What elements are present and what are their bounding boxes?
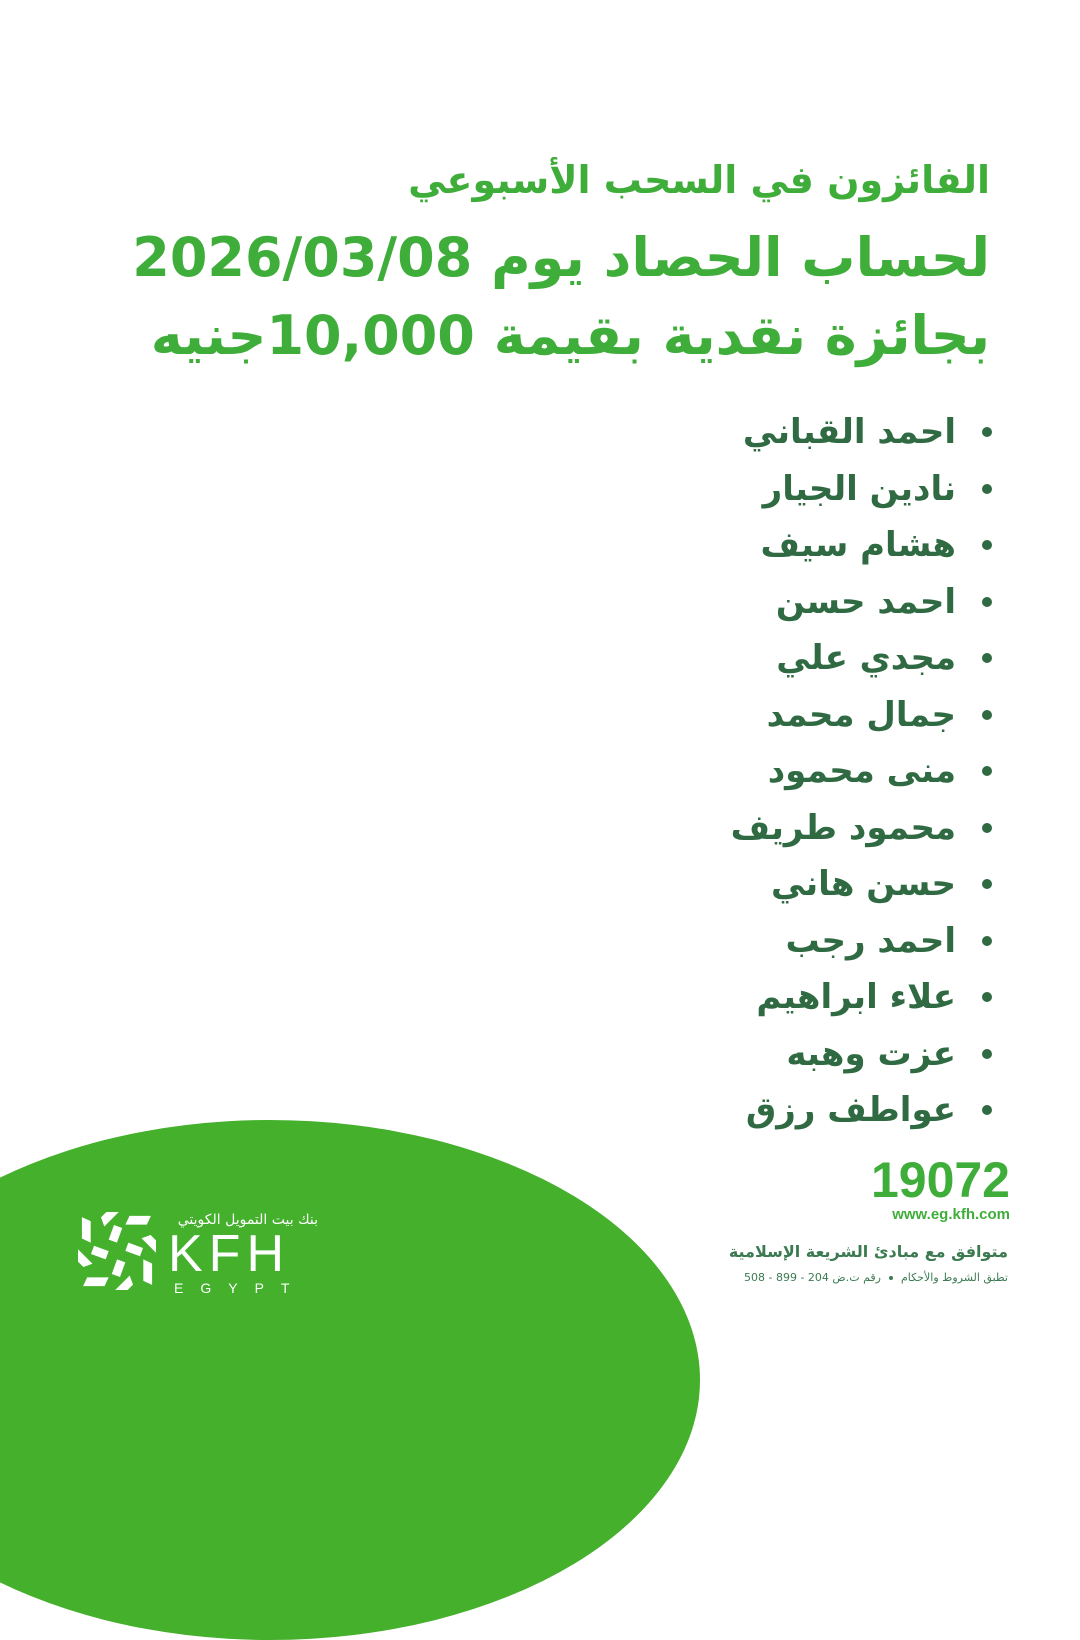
winner-name: هشام سيف (760, 525, 956, 565)
prize-prefix: بجائزة نقدية بقيمة (493, 304, 990, 367)
winner-name: منى محمود (767, 751, 956, 791)
headline-account-date: لحساب الحصاد يوم 2026/03/08 (132, 226, 990, 289)
winner-name: حسن هاني (770, 864, 956, 904)
winner-name: احمد حسن (775, 581, 956, 622)
winner-item (731, 913, 992, 970)
bullet-icon (982, 653, 992, 663)
sharia-compliance-text: متوافق مع مبادئ الشريعة الإسلامية (728, 1242, 1008, 1261)
winners-list (731, 404, 992, 1139)
bullet-icon (982, 936, 992, 946)
winner-name: احمد رجب (785, 920, 956, 961)
terms-text: تطبق الشروط والأحكام (900, 1271, 1008, 1284)
bullet-icon (982, 540, 992, 550)
winner-item (731, 856, 992, 913)
winner-item (731, 630, 992, 687)
hotline-number: 19072 (870, 1152, 1010, 1208)
bullet-icon (982, 597, 992, 607)
winner-item (731, 517, 992, 574)
winner-item (731, 574, 992, 631)
headline-prize (151, 300, 990, 372)
winner-name: علاء ابراهيم (756, 977, 956, 1017)
license-label: رقم ت.ض (832, 1271, 881, 1284)
winner-item (731, 687, 992, 744)
logo-country-text: EGYPT (174, 1280, 307, 1296)
winner-item (731, 461, 992, 518)
headline-weekly-draw: الفائزون في السحب الأسبوعي (408, 158, 990, 202)
logo-brand-text: KFH (168, 1225, 290, 1283)
website-link[interactable]: www.eg.kfh.com (892, 1206, 1010, 1223)
winner-item (731, 404, 992, 461)
winner-item (731, 743, 992, 800)
bullet-icon (982, 1105, 992, 1115)
bullet-icon (982, 484, 992, 494)
bullet-icon (982, 879, 992, 889)
bullet-icon (982, 823, 992, 833)
kfh-pinwheel-icon (78, 1212, 156, 1290)
winner-name: نادين الجيار (762, 468, 956, 509)
winner-name: مجدي علي (776, 638, 956, 678)
terms-line (744, 1271, 1008, 1284)
winner-name: احمد القباني (742, 412, 956, 452)
winner-name: محمود طريف (730, 807, 956, 848)
prize-currency: جنيه (150, 304, 267, 367)
winner-name: جمال محمد (766, 694, 956, 735)
prize-amount: 10,000 (266, 304, 475, 367)
license-number: 508 - 899 - 204 (744, 1271, 829, 1284)
kfh-logo (78, 1210, 318, 1300)
separator-dot-icon (889, 1276, 893, 1280)
winner-name: عواطف رزق (745, 1090, 956, 1130)
bullet-icon (982, 710, 992, 720)
bullet-icon (982, 766, 992, 776)
bullet-icon (982, 427, 992, 437)
winner-item (731, 1026, 992, 1083)
footer-green-shape (0, 1120, 700, 1640)
winner-item (731, 1082, 992, 1139)
bullet-icon (982, 992, 992, 1002)
logo-arabic-name: بنك بيت التمويل الكويتي (177, 1212, 318, 1228)
bullet-icon (982, 1049, 992, 1059)
winner-item (731, 969, 992, 1026)
winner-name: عزت وهبه (786, 1033, 956, 1074)
winner-item (731, 800, 992, 857)
